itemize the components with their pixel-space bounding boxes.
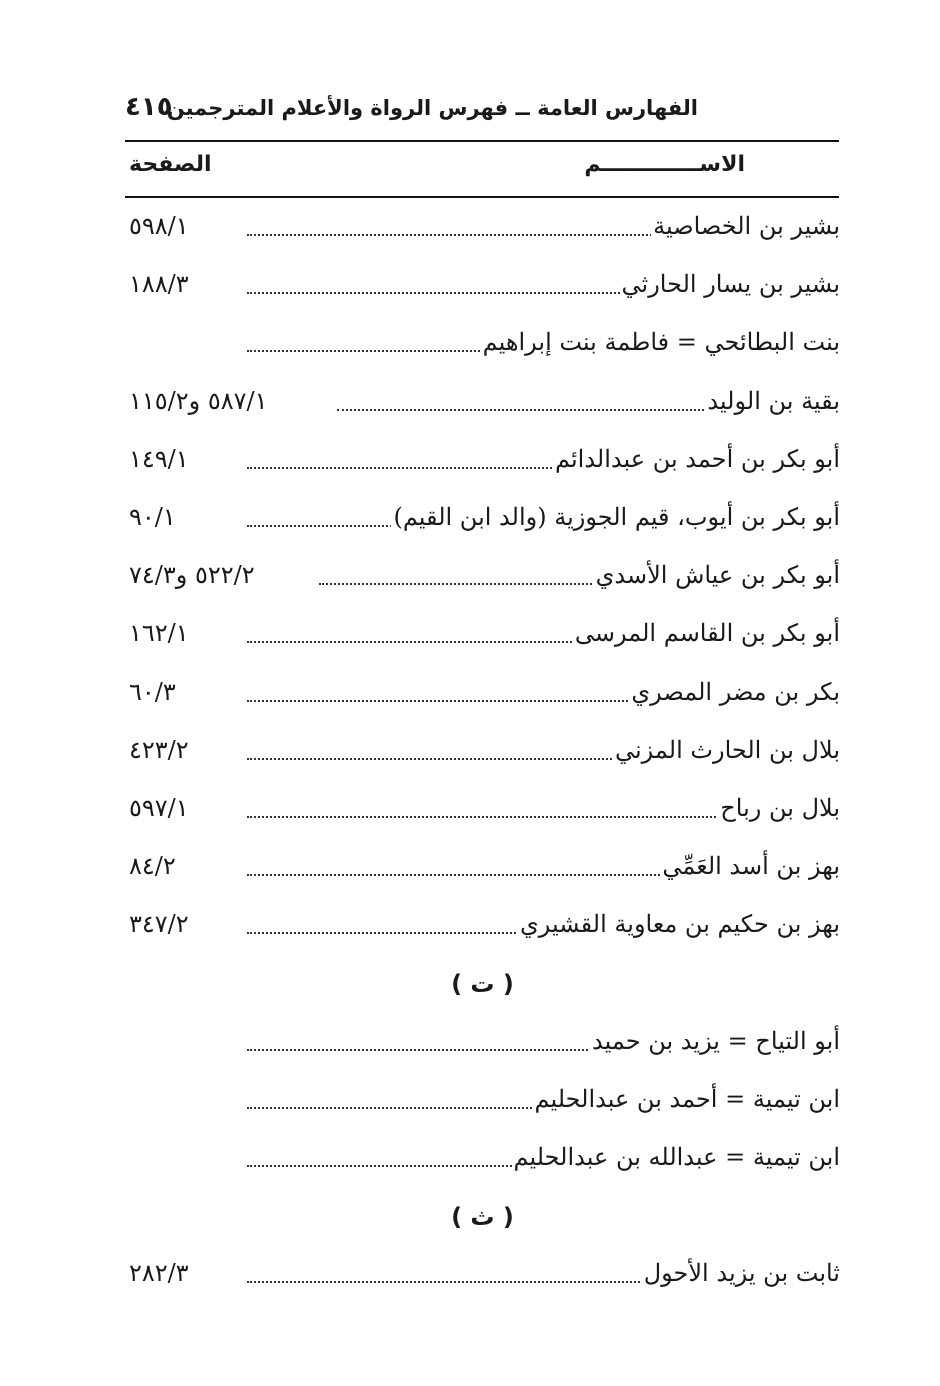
running-head [125,92,840,132]
index-entry [125,1019,840,1077]
entry-name: بشير بن الخصاصية [653,212,840,240]
entry-page: ٤٢٣/٢ [129,735,189,764]
section-letter-tha [125,1193,840,1251]
entry-name: ابن تيمية = أحمد بن عبدالحليم [534,1084,840,1113]
entry-name: أبو بكر بن أحمد بن عبدالدائم [555,444,840,473]
entry-page: ٥٢٢/٢ و٧٤/٣ [129,561,255,590]
index-entry [125,553,840,611]
entry-page: ٥٩٨/١ [129,212,189,240]
entry-name: أبو التياح = يزيد بن حميد [592,1026,840,1055]
entry-name: بقية بن الوليد [707,386,840,415]
entry-name: بكر بن مضر المصري [631,677,840,706]
index-entry [125,379,840,437]
entry-page: ١٤٩/١ [129,444,189,473]
section-letter-ta [125,960,840,1018]
index-entry [125,437,840,495]
entry-name: بنت البطائحي = فاطمة بنت إبراهيم [482,328,840,357]
entry-page: ٨٤/٢ [129,852,176,881]
header-rule [125,140,839,142]
index-entry [125,1077,840,1135]
entry-page: ٥٨٧/١ و١١٥/٢ [129,386,268,415]
column-name-label: الاســـــــــــــم [584,152,745,177]
index-entry [125,844,840,902]
entry-name: أبو بكر بن عياش الأسدي [595,561,840,590]
index-entry [125,495,840,553]
entry-page: ١٦٢/١ [129,619,189,648]
entry-page: ٥٩٧/١ [129,793,189,822]
index-list [125,204,840,1310]
index-entry [125,786,840,844]
index-entry [125,728,840,786]
column-header [125,150,840,190]
entry-page: ٦٠/٣ [129,677,176,706]
section-letter-label: ( ت ) [451,970,514,999]
entry-name: بهز بن حكيم بن معاوية القشيري [519,910,840,939]
index-entry [125,262,840,320]
entry-page: ١٨٨/٣ [129,270,189,299]
column-rule [125,196,839,198]
entry-page: ٩٠/١ [129,502,176,531]
entry-name: ابن تيمية = عبدالله بن عبدالحليم [513,1143,840,1171]
entry-name: أبو بكر بن أيوب، قيم الجوزية (والد ابن القيم) [393,502,840,531]
entry-name: بلال بن رباح [720,793,840,822]
page-number: ٤١٥ [125,92,173,122]
entry-name: أبو بكر بن القاسم المرسى [574,619,840,648]
entry-page: ٢٨٢/٣ [129,1259,189,1288]
entry-name: بلال بن الحارث المزني [614,735,840,764]
entry-name: ثابت بن يزيد الأحول [643,1259,840,1288]
index-entry [125,204,840,262]
index-entry [125,320,840,378]
entry-page: ٣٤٧/٢ [129,910,189,939]
index-entry [125,902,840,960]
index-entry [125,1251,840,1309]
index-entry [125,1135,840,1193]
entry-name: بهز بن أسد العَمِّي [662,852,840,881]
section-letter-label: ( ث ) [451,1203,514,1232]
index-entry [125,670,840,728]
index-entry [125,611,840,669]
running-title: الفهارس العامة ــ فهرس الرواة والأعلام المترجمين [166,96,698,120]
column-page-label: الصفحة [129,152,212,177]
entry-name: بشير بن يسار الحارثي [621,270,840,299]
